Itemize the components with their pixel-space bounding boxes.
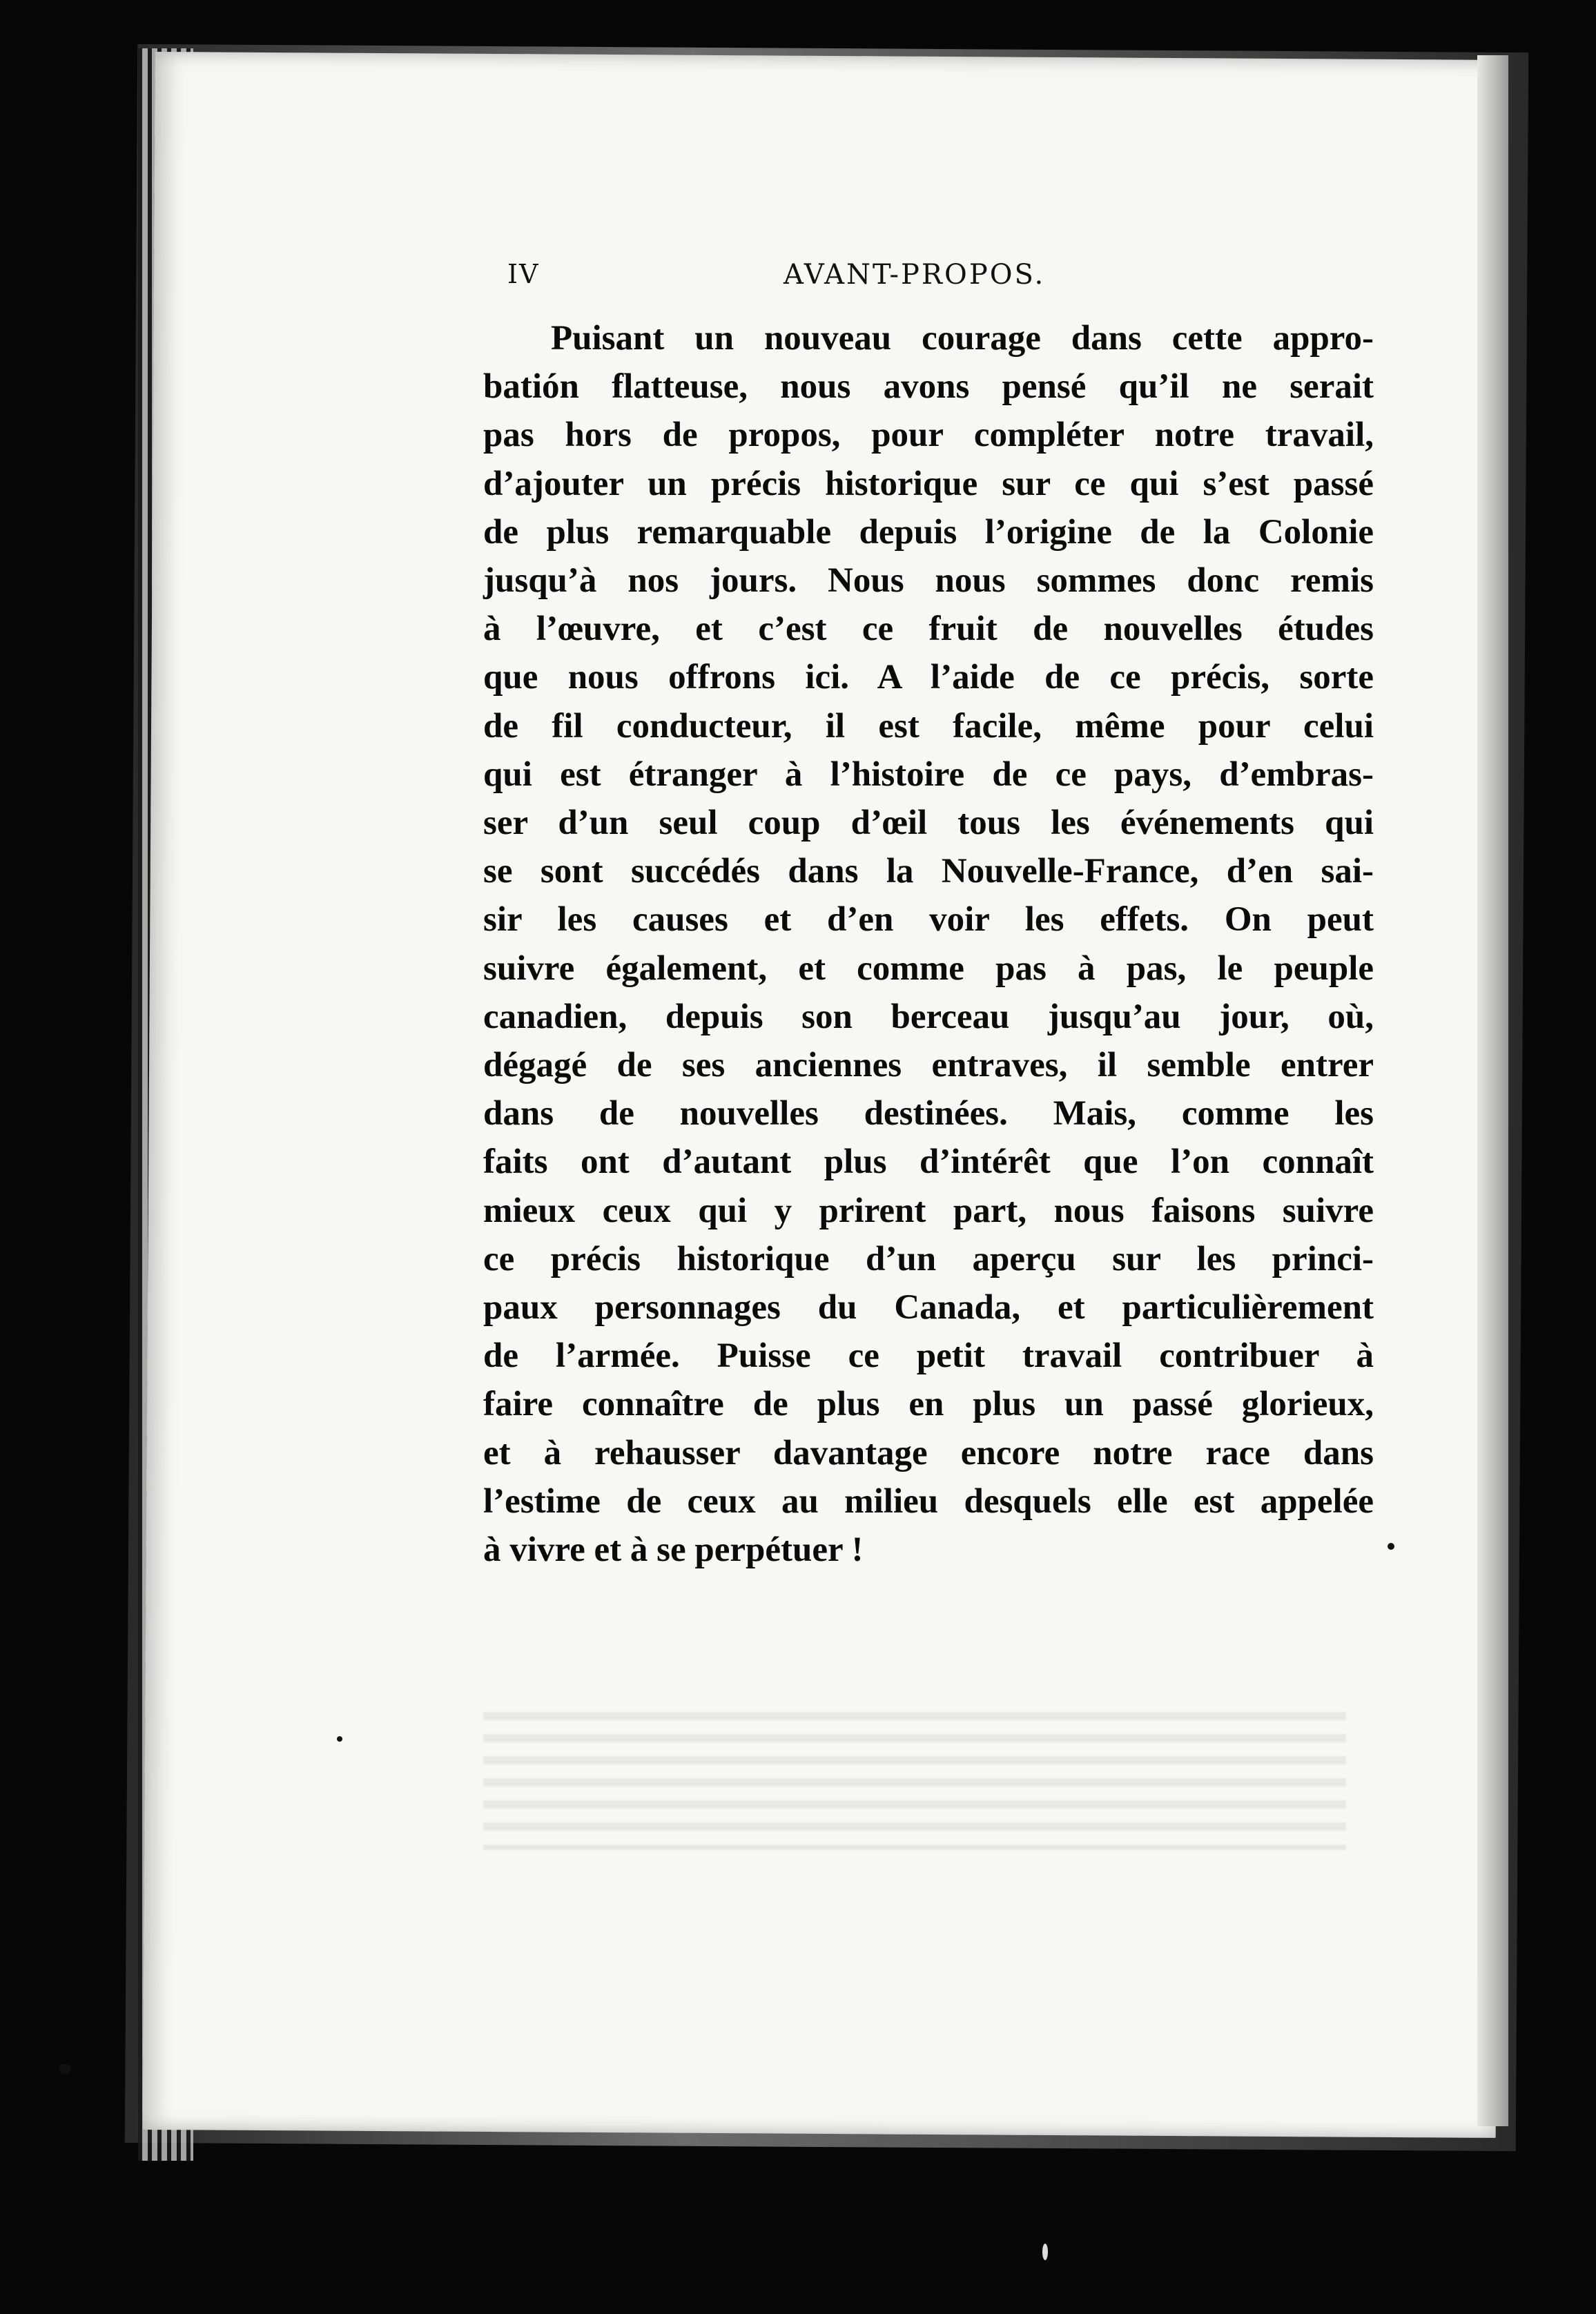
text-line: et à rehausser davantage encore notre race dans	[483, 1433, 1374, 1472]
page-number: IV	[507, 259, 540, 289]
body-paragraph	[483, 314, 1374, 1574]
text-line: que nous offrons ici. A l’aide de ce précis, sorte	[483, 658, 1374, 697]
bleed-through-text	[483, 1698, 1346, 1850]
text-line: de fil conducteur, il est facile, même pour celui	[483, 706, 1374, 746]
text-line: faire connaître de plus en plus un passé glorieux,	[483, 1385, 1374, 1424]
text-line: qui est étranger à l’histoire de ce pays, d’embras-	[483, 755, 1374, 794]
text-line: de plus remarquable depuis l’origine de la Colonie	[483, 512, 1374, 552]
text-line: à vivre et à se perpétuer !	[483, 1530, 864, 1570]
text-line: sir les causes et d’en voir les effets. On peut	[483, 900, 1374, 940]
text-line: pas hors de propos, pour compléter notre travail,	[483, 416, 1374, 455]
text-line: d’ajouter un précis historique sur ce qui s’est passé	[483, 464, 1374, 503]
text-line: à l’œuvre, et c’est ce fruit de nouvelles études	[483, 610, 1374, 649]
ink-speck	[59, 2064, 71, 2074]
ink-speck	[1388, 1543, 1394, 1550]
text-line: mieux ceux qui y prirent part, nous faisons suivre	[483, 1191, 1374, 1230]
text-line: batión flatteuse, nous avons pensé qu’il ne serait	[483, 367, 1374, 407]
text-line: dégagé de ses anciennes entraves, il semble entrer	[483, 1046, 1374, 1085]
text-line: de l’armée. Puisse ce petit travail contribuer à	[483, 1336, 1374, 1376]
text-line: ser d’un seul coup d’œil tous les événements qui	[483, 804, 1374, 843]
text-line: canadien, depuis son berceau jusqu’au jour, où,	[483, 997, 1374, 1036]
text-line: ce précis historique d’un aperçu sur les princi-	[483, 1239, 1374, 1278]
text-line: dans de nouvelles destinées. Mais, comme les	[483, 1094, 1374, 1134]
text-line: paux personnages du Canada, et particulièrement	[483, 1288, 1374, 1328]
text-line: jusqu’à nos jours. Nous nous sommes donc remis	[483, 561, 1374, 601]
text-line: faits ont d’autant plus d’intérêt que l’on connaît	[483, 1143, 1374, 1182]
next-page-edge	[1477, 55, 1508, 2126]
text-line: l’estime de ceux au milieu desquels elle est appelée	[483, 1481, 1374, 1521]
scan-mark	[1042, 2244, 1048, 2260]
text-line: suivre également, et comme pas à pas, le peuple	[483, 949, 1374, 988]
page-title: AVANT-PROPOS.	[784, 259, 1046, 291]
text-line: Puisant un nouveau courage dans cette appro-	[551, 319, 1374, 358]
running-header	[507, 259, 1405, 300]
ink-speck	[337, 1736, 342, 1742]
text-line: se sont succédés dans la Nouvelle-France, d’en sai-	[483, 852, 1374, 891]
